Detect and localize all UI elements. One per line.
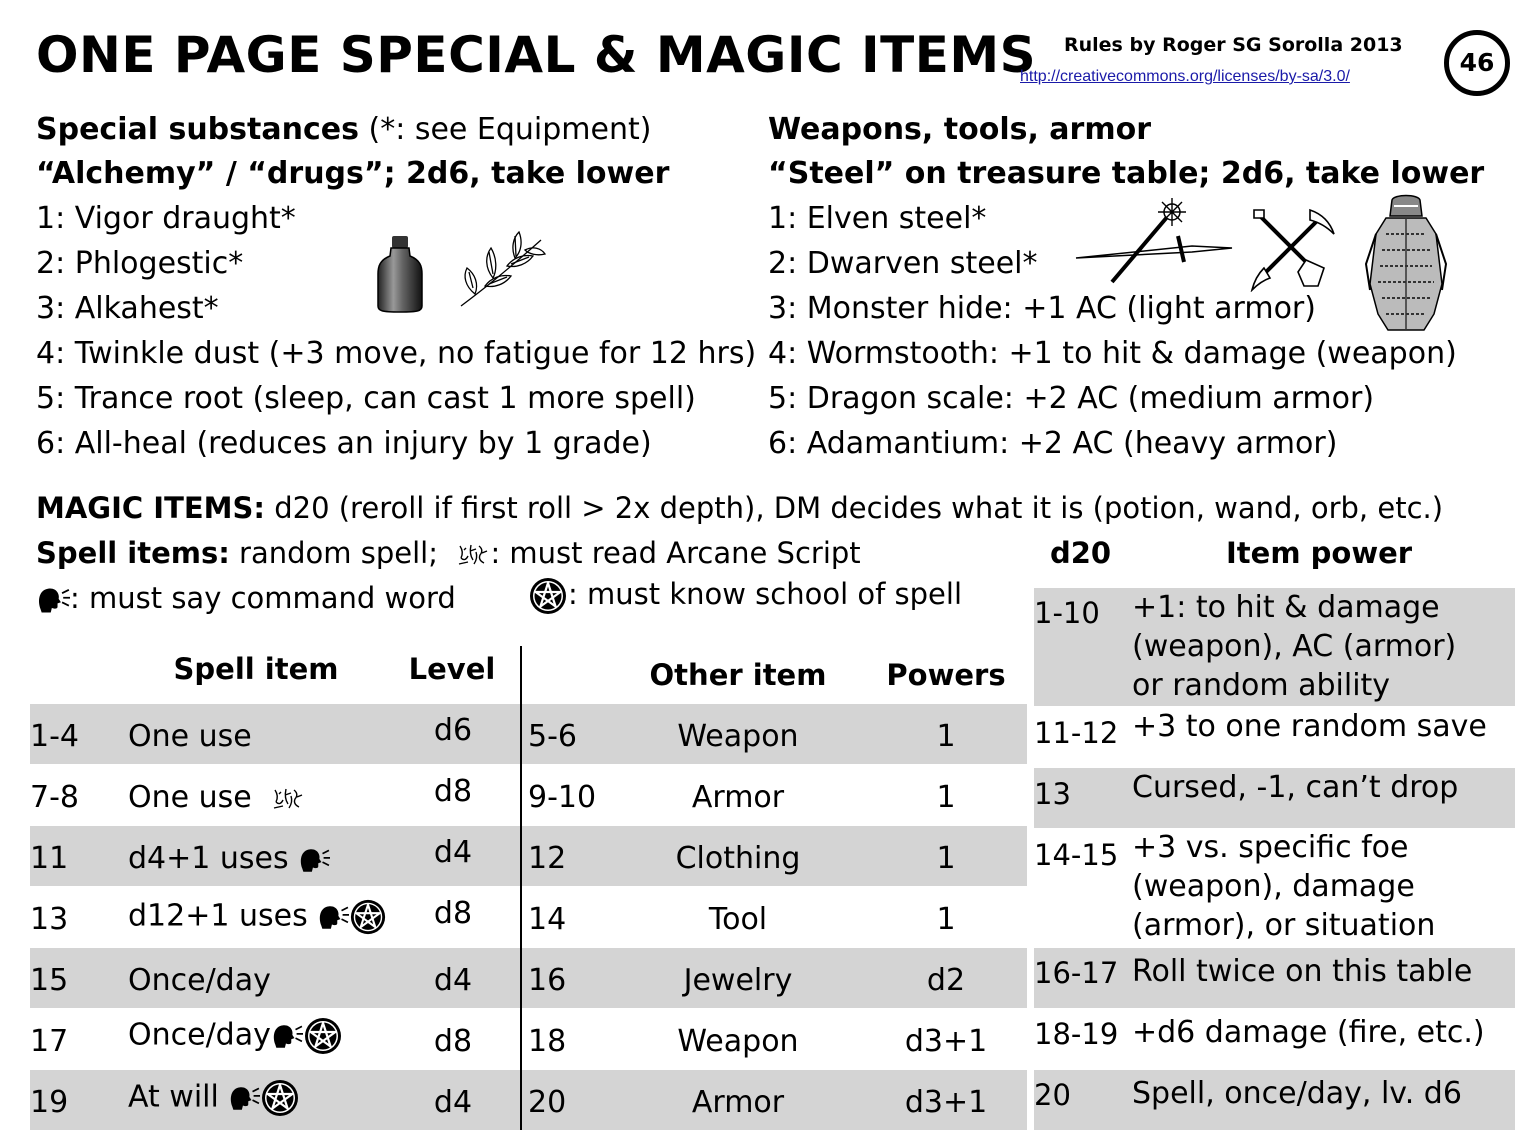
- substance-item: 1: Vigor draught*: [36, 201, 296, 236]
- powers-header: Powers: [886, 658, 1006, 692]
- other-powers: 1: [936, 841, 956, 876]
- spell-roll: 1-4: [30, 719, 79, 754]
- other-powers: d3+1: [904, 1085, 988, 1120]
- spell-level: d6: [433, 713, 473, 748]
- speaking-head-icon: [298, 847, 330, 873]
- pentagram-icon: [349, 898, 387, 936]
- other-powers: d3+1: [904, 1024, 988, 1059]
- spell-item: Once/day: [128, 963, 271, 998]
- speaking-head-icon: [271, 1023, 303, 1049]
- spell-item-header: Spell item: [173, 652, 339, 686]
- speaking-head-icon: [228, 1085, 260, 1111]
- other-powers: 1: [936, 719, 956, 754]
- pentagram-icon: [528, 576, 568, 616]
- steel-item: 1: Elven steel*: [768, 201, 987, 236]
- school-line: : must know school of spell: [528, 576, 962, 616]
- spell-item: At will: [128, 1078, 300, 1118]
- other-powers: 1: [936, 780, 956, 815]
- other-roll: 9-10: [528, 780, 597, 815]
- substance-item: 6: All-heal (reduces an injury by 1 grade): [36, 426, 652, 461]
- steel-item: 3: Monster hide: +1 AC (light armor): [768, 291, 1316, 326]
- steel-item: 5: Dragon scale: +2 AC (medium armor): [768, 381, 1375, 416]
- arcane-script-icon: [456, 542, 490, 568]
- power-roll: 16-17: [1034, 956, 1119, 990]
- spell-item: One use: [128, 719, 252, 754]
- power-roll: 20: [1034, 1078, 1071, 1112]
- other-item: Weapon: [677, 719, 799, 754]
- power-text: or random ability: [1132, 668, 1391, 703]
- spell-roll: 17: [30, 1024, 69, 1059]
- other-powers: 1: [936, 902, 956, 937]
- spell-level: d4: [433, 963, 473, 998]
- spell-item: d12+1 uses: [128, 898, 387, 936]
- armor-icon: [1364, 194, 1448, 334]
- weapons-icon: [1072, 198, 1242, 286]
- credit-line: Rules by Roger SG Sorolla 2013: [1064, 34, 1403, 56]
- other-roll: 12: [528, 841, 567, 876]
- other-roll: 14: [528, 902, 567, 937]
- power-text: (weapon), damage: [1132, 869, 1415, 904]
- pentagram-icon: [303, 1016, 343, 1056]
- level-header: Level: [408, 652, 496, 686]
- other-powers: d2: [926, 963, 966, 998]
- power-roll: 18-19: [1034, 1017, 1119, 1051]
- bottle-icon: [376, 234, 424, 314]
- spell-roll: 15: [30, 963, 69, 998]
- weapons-subheading: “Steel” on treasure table; 2d6, take lower: [768, 156, 1485, 191]
- spell-item: d4+1 uses: [128, 841, 330, 876]
- substances-heading: Special substances (*: see Equipment): [36, 112, 652, 147]
- steel-item: 6: Adamantium: +2 AC (heavy armor): [768, 426, 1338, 461]
- power-text: +d6 damage (fire, etc.): [1132, 1015, 1485, 1050]
- other-roll: 18: [528, 1024, 567, 1059]
- other-roll: 20: [528, 1085, 567, 1120]
- power-text: +3 vs. specific foe: [1132, 830, 1409, 865]
- item-power-header: Item power: [1226, 536, 1413, 570]
- other-roll: 5-6: [528, 719, 577, 754]
- magic-items-line: MAGIC ITEMS: d20 (reroll if first roll > 2x depth), DM decides what it is (potion, wand, orb, etc.): [36, 491, 1444, 525]
- speaking-head-icon: [317, 904, 349, 930]
- license-link[interactable]: http://creativecommons.org/licenses/by-sa/3.0/: [1020, 68, 1350, 85]
- spell-level: d8: [433, 1024, 473, 1059]
- power-text: Roll twice on this table: [1132, 954, 1473, 989]
- other-roll: 16: [528, 963, 567, 998]
- page-title: ONE PAGE SPECIAL & MAGIC ITEMS: [36, 26, 1037, 84]
- other-item: Weapon: [677, 1024, 799, 1059]
- spell-roll: 13: [30, 902, 69, 937]
- substance-item: 2: Phlogestic*: [36, 246, 244, 281]
- power-text: +1: to hit & damage: [1132, 590, 1440, 625]
- command-word-line: : must say command word: [36, 581, 456, 615]
- other-item-header: Other item: [649, 658, 827, 692]
- pick-shovel-icon: [1250, 208, 1336, 292]
- spell-roll: 19: [30, 1085, 69, 1120]
- table-divider: [520, 646, 522, 1130]
- page-number-badge: 46: [1444, 30, 1510, 96]
- power-text: +3 to one random save: [1132, 709, 1487, 744]
- spell-items-line: Spell items: random spell; : must read Arcane Script: [36, 536, 861, 570]
- speaking-head-icon: [36, 586, 70, 614]
- spell-item: Once/day: [128, 1016, 343, 1056]
- steel-item: 2: Dwarven steel*: [768, 246, 1038, 281]
- arcane-script-icon: [271, 786, 305, 812]
- other-item: Clothing: [675, 841, 801, 876]
- other-item: Armor: [691, 780, 785, 815]
- spell-roll: 7-8: [30, 780, 79, 815]
- other-item: Tool: [708, 902, 768, 937]
- power-roll: 14-15: [1034, 838, 1119, 872]
- power-text: Spell, once/day, lv. d6: [1132, 1076, 1462, 1111]
- spell-level: d8: [433, 774, 473, 809]
- substances-subheading: “Alchemy” / “drugs”; 2d6, take lower: [36, 156, 670, 191]
- power-roll: 11-12: [1034, 716, 1119, 750]
- substance-item: 4: Twinkle dust (+3 move, no fatigue for 12 hrs): [36, 336, 757, 371]
- other-item: Armor: [691, 1085, 785, 1120]
- power-text: Cursed, -1, can’t drop: [1132, 770, 1459, 805]
- power-roll: 1-10: [1034, 596, 1100, 630]
- spell-level: d4: [433, 1085, 473, 1120]
- spell-level: d4: [433, 835, 473, 870]
- spell-item: One use: [128, 780, 305, 815]
- d20-header: d20: [1050, 536, 1112, 570]
- steel-item: 4: Wormstooth: +1 to hit & damage (weapon): [768, 336, 1457, 371]
- power-roll: 13: [1034, 777, 1071, 811]
- weapons-heading: Weapons, tools, armor: [768, 112, 1151, 147]
- substance-item: 3: Alkahest*: [36, 291, 219, 326]
- power-text: (weapon), AC (armor): [1132, 629, 1457, 664]
- pentagram-icon: [260, 1078, 300, 1118]
- spell-roll: 11: [30, 841, 69, 876]
- spell-level: d8: [433, 896, 473, 931]
- other-item: Jewelry: [683, 963, 793, 998]
- power-text: (armor), or situation: [1132, 908, 1436, 943]
- substance-item: 5: Trance root (sleep, can cast 1 more spell): [36, 381, 696, 416]
- herb-icon: [455, 228, 547, 310]
